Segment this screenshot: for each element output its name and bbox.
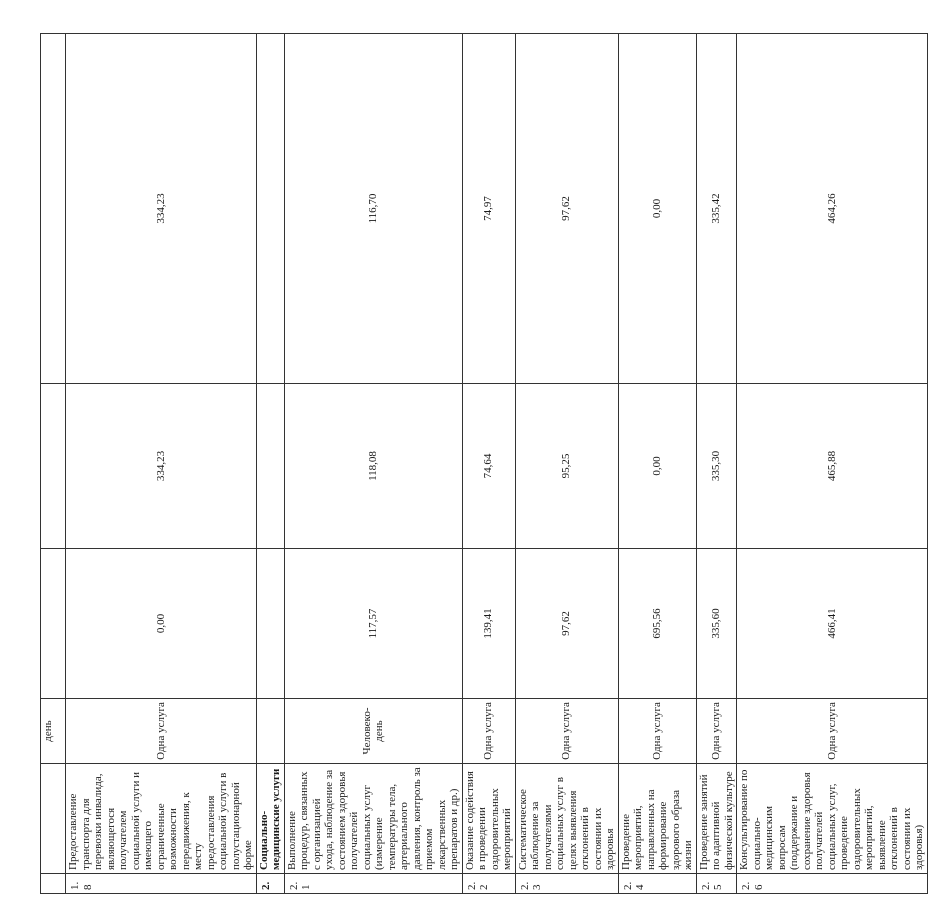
table-row: [284, 34, 462, 894]
row-number: 2.: [256, 874, 284, 894]
row-number: 2.6: [737, 874, 928, 894]
table-row: [737, 34, 928, 894]
row-value-2: 465,88: [737, 384, 928, 549]
row-unit: [256, 699, 284, 764]
table-header-tail-row: [41, 34, 66, 894]
row-value-2: 95,25: [515, 384, 618, 549]
row-number: 2.5: [696, 874, 737, 894]
section-row: [256, 34, 284, 894]
row-description: Систематическое наблюдение за получателями социальных услуг в целях выявления отклонений в состоянии их здоровья: [515, 764, 618, 874]
row-value-2: 0,00: [618, 384, 696, 549]
table-row: [515, 34, 618, 894]
row-value-1: 335,60: [696, 549, 737, 699]
row-description: Выполнение процедур, связанных с организацией ухода, наблюдение за состоянием здоровья получателей социальных услуг (измерение температуры тела, артериального давления, контроль за приемом лекарственных препаратов и др.): [284, 764, 462, 874]
row-value-2: 335,30: [696, 384, 737, 549]
row-value-1: 97,62: [515, 549, 618, 699]
row-value-2: [256, 384, 284, 549]
row-value-3: 464,26: [737, 34, 928, 384]
table-row: [618, 34, 696, 894]
row-value-2: 334,23: [66, 384, 257, 549]
table-row: [66, 34, 257, 894]
row-unit: Одна услуга: [66, 699, 257, 764]
row-description: Предоставление транспорта для перевозки инвалида, являющегося получателем социальной услуги и имеющего ограниченные возможности передвижения, к месту предоставления социальной услуги в полустационарной форме: [66, 764, 257, 874]
row-description: Консультирование по социально-медицинским вопросам (поддержание и сохранение здоровья получателей социальных услуг, проведение оздоровительных мероприятий, выявление отклонений в состоянии их здоровья): [737, 764, 928, 874]
tariff-table: [40, 33, 928, 894]
row-number: 2.2: [462, 874, 515, 894]
row-value-3: 334,23: [66, 34, 257, 384]
row-unit: Одна услуга: [462, 699, 515, 764]
row-number: 2.3: [515, 874, 618, 894]
row-value-3: 74,97: [462, 34, 515, 384]
row-value-1: 695,56: [618, 549, 696, 699]
row-unit: Одна услуга: [696, 699, 737, 764]
unit-tail-cell: день: [41, 699, 66, 764]
row-value-3: 0,00: [618, 34, 696, 384]
row-unit: Одна услуга: [737, 699, 928, 764]
cell-blank: [41, 874, 66, 894]
row-number: 2.1: [284, 874, 462, 894]
row-value-1: 117,57: [284, 549, 462, 699]
row-description: Проведение занятий по адаптивной физической культуре: [696, 764, 737, 874]
row-value-1: 139,41: [462, 549, 515, 699]
cell-blank: [41, 764, 66, 874]
table-row: [462, 34, 515, 894]
row-value-1: 0,00: [66, 549, 257, 699]
row-number: 2.4: [618, 874, 696, 894]
row-value-3: [256, 34, 284, 384]
row-value-1: 466,41: [737, 549, 928, 699]
row-value-3: 116,70: [284, 34, 462, 384]
row-unit: Человеко-день: [284, 699, 462, 764]
row-value-2: 74,64: [462, 384, 515, 549]
row-unit: Одна услуга: [515, 699, 618, 764]
row-description: Оказание содействия в проведении оздоровительных мероприятий: [462, 764, 515, 874]
row-value-3: 335,42: [696, 34, 737, 384]
cell-blank: [41, 34, 66, 384]
row-value-1: [256, 549, 284, 699]
table-row: [696, 34, 737, 894]
row-number: 1.8: [66, 874, 257, 894]
row-value-2: 118,08: [284, 384, 462, 549]
cell-blank: [41, 549, 66, 699]
row-description: Проведение мероприятий, направленных на формирование здорового образа жизни: [618, 764, 696, 874]
rotated-table-container: [40, 34, 925, 894]
row-unit: Одна услуга: [618, 699, 696, 764]
cell-blank: [41, 384, 66, 549]
section-title: Социально-медицинские услуги: [256, 764, 284, 874]
row-value-3: 97,62: [515, 34, 618, 384]
